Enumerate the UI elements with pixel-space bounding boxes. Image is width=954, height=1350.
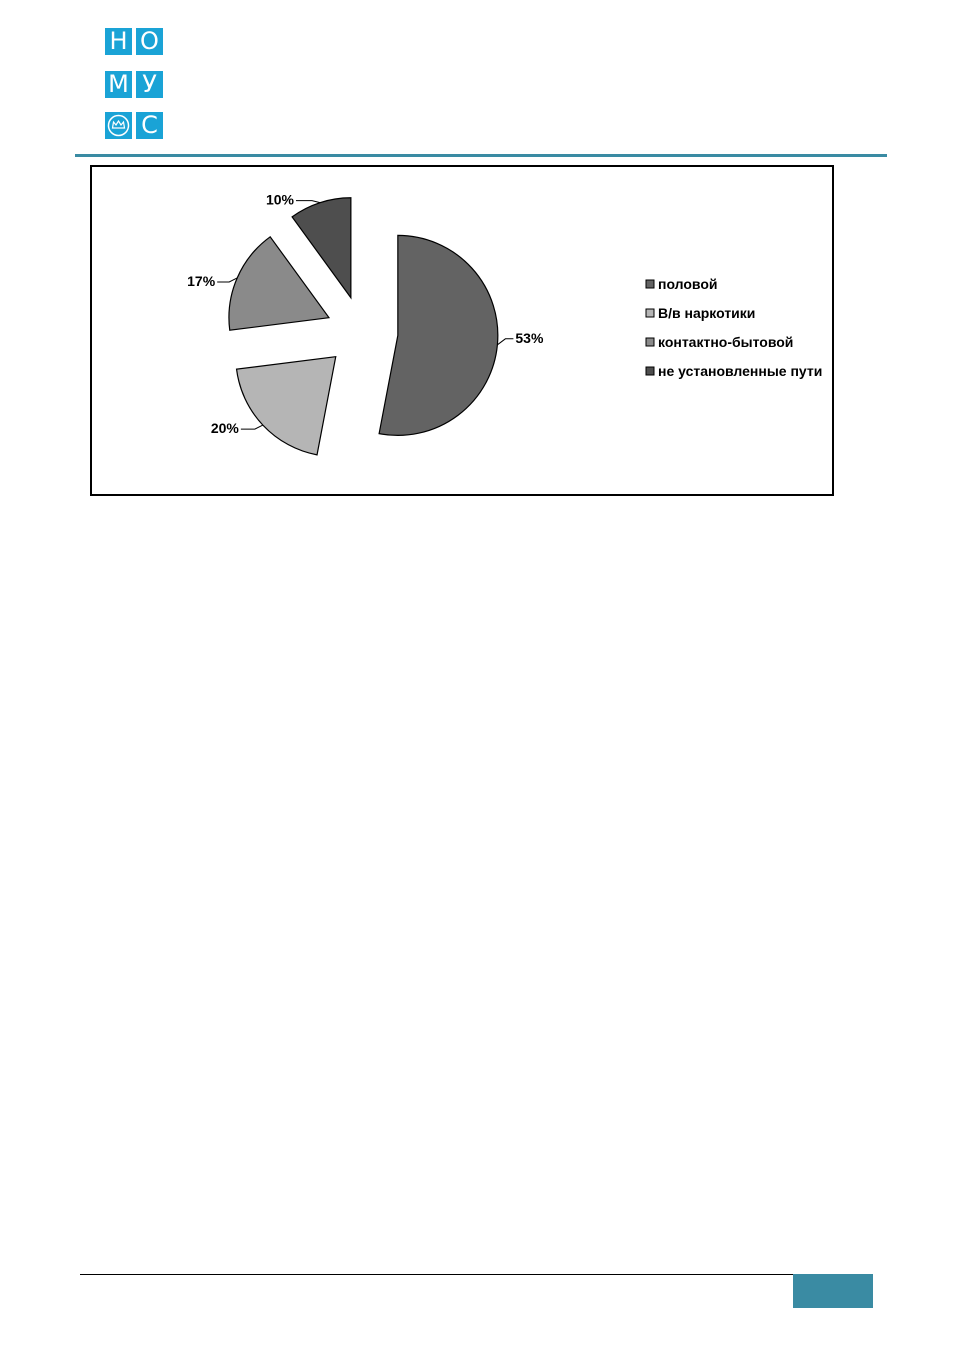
legend-label: не установленные пути — [658, 363, 823, 379]
pie-slice-в-в-наркотики — [237, 357, 336, 455]
pie-chart — [92, 167, 832, 494]
legend-swatch — [646, 280, 654, 288]
nomus-logo — [105, 28, 165, 142]
chart-frame — [90, 165, 834, 496]
pie-slice-половой — [379, 235, 498, 435]
logo-letter-m: М — [105, 71, 132, 98]
footer-rule — [80, 1274, 872, 1275]
data-label: 17% — [187, 272, 216, 289]
leader-line — [217, 278, 237, 282]
header-rule — [75, 154, 887, 157]
leader-line — [497, 339, 513, 345]
legend-label: В/в наркотики — [658, 305, 756, 321]
leader-line — [241, 425, 263, 429]
logo-letter-u: У — [136, 71, 163, 98]
legend-swatch — [646, 367, 654, 375]
data-label: 20% — [210, 420, 239, 437]
leader-line — [296, 201, 320, 203]
legend-label: контактно-бытовой — [658, 334, 794, 350]
legend-swatch — [646, 309, 654, 317]
logo-letter-n: Н — [105, 28, 132, 55]
legend-swatch — [646, 338, 654, 346]
logo-crown-seal-icon — [105, 112, 132, 139]
pie-slice-контактно-бытовой — [229, 237, 329, 330]
logo-letter-s: С — [136, 112, 163, 139]
page-number-tab — [793, 1274, 873, 1308]
logo-letter-o: О — [136, 28, 163, 55]
data-label: 53% — [515, 329, 544, 346]
data-label: 10% — [265, 191, 294, 208]
legend-label: половой — [658, 276, 718, 292]
